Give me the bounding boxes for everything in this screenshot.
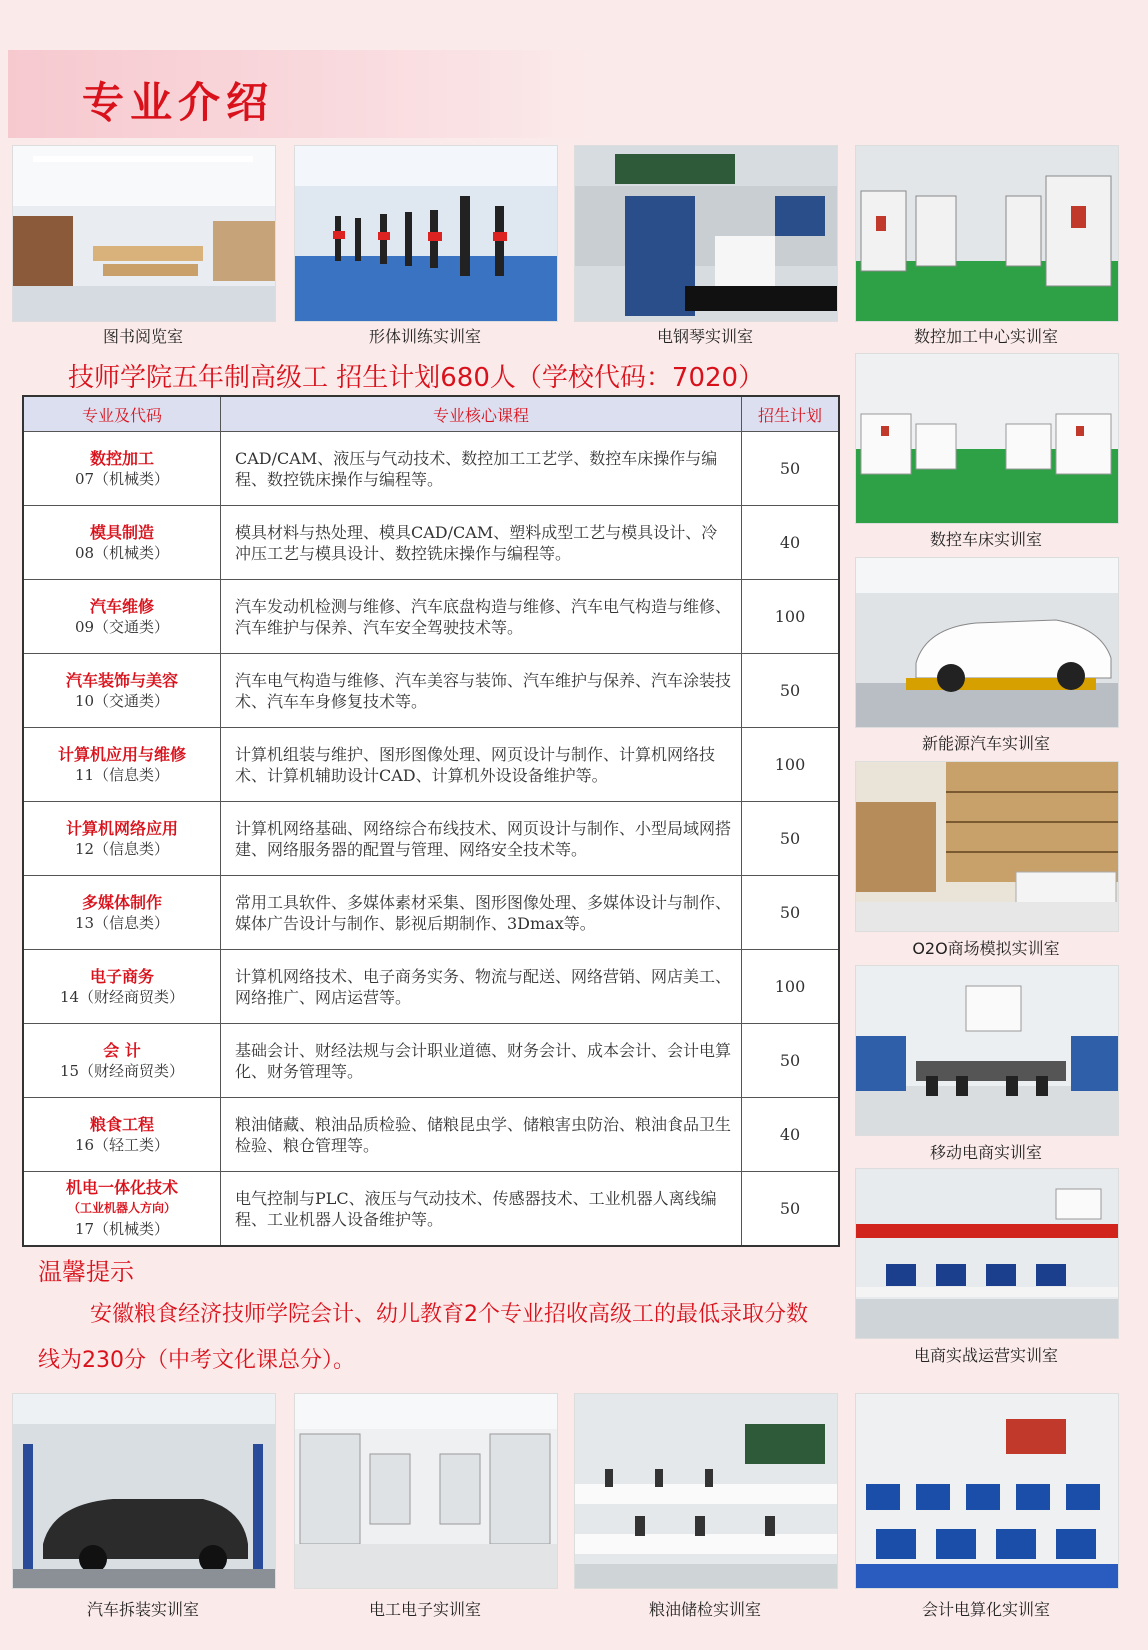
enrollment-quota: 100 [742, 580, 840, 654]
major-cell [23, 876, 221, 950]
major-name: 模具制造 [89, 522, 154, 542]
enrollment-quota: 50 [742, 432, 840, 506]
enrollment-quota: 100 [742, 950, 840, 1024]
photo-new-energy-car [855, 557, 1119, 728]
major-cell [23, 580, 221, 654]
enrollment-quota: 40 [742, 506, 840, 580]
photo-caption: 粮油储检实训室 [648, 1600, 761, 1619]
major-cell [23, 1172, 221, 1247]
photo-caption: O2O商场模拟实训室 [912, 939, 1060, 958]
photo-caption: 形体训练实训室 [368, 327, 481, 346]
header-major: 专业及代码 [23, 396, 221, 432]
photo-caption: 图书阅览室 [102, 327, 183, 346]
core-courses: 汽车发动机检测与维修、汽车底盘构造与维修、汽车电气构造与维修、汽车维护与保养、汽车安全驾驶技术等。 [221, 580, 742, 654]
header-courses: 专业核心课程 [221, 396, 742, 432]
photo-accounting-lab [855, 1393, 1119, 1589]
table-row [23, 728, 839, 802]
core-courses: 模具材料与热处理、模具CAD/CAM、塑料成型工艺与模具设计、冷冲压工艺与模具设计、数控铣床操作与编程等。 [221, 506, 742, 580]
enrollment-quota: 50 [742, 876, 840, 950]
major-name: 电子商务 [89, 966, 154, 986]
major-cell [23, 1098, 221, 1172]
photo-caption: 移动电商实训室 [929, 1143, 1042, 1162]
major-cell [23, 802, 221, 876]
photo-caption: 电商实战运营实训室 [913, 1346, 1058, 1365]
major-cell [23, 950, 221, 1024]
photo-caption: 数控车床实训室 [929, 530, 1042, 549]
photo-caption: 电工电子实训室 [368, 1600, 481, 1619]
major-name: 会 计 [103, 1040, 141, 1060]
photo-piano [574, 145, 838, 322]
photo-library [12, 145, 276, 322]
photo-cnc-center [855, 145, 1119, 322]
enrollment-quota: 40 [742, 1098, 840, 1172]
major-code: 17（机械类） [74, 1220, 170, 1238]
core-courses: 计算机组装与维护、图形图像处理、网页设计与制作、计算机网络技术、计算机辅助设计CAD、计算机外设设备维护等。 [221, 728, 742, 802]
major-code: 11（信息类） [74, 765, 170, 784]
major-code: 15（财经商贸类） [59, 1061, 185, 1080]
table-row [23, 802, 839, 876]
photo-caption: 会计电算化实训室 [921, 1600, 1050, 1619]
photo-car-assembly [12, 1393, 276, 1589]
core-courses: CAD/CAM、液压与气动技术、数控加工工艺学、数控车床操作与编程、数控铣床操作与编程等。 [221, 432, 742, 506]
core-courses: 计算机网络基础、网络综合布线技术、网页设计与制作、小型局域网搭建、网络服务器的配置与管理、网络安全技术等。 [221, 802, 742, 876]
plan-title: 技师学院五年制高级工 招生计划680人（学校代码：7020） [68, 363, 765, 393]
table-row [23, 876, 839, 950]
major-cell [23, 1024, 221, 1098]
enrollment-quota: 50 [742, 1024, 840, 1098]
section-title: 专业介绍 [82, 78, 275, 127]
major-code: 08（机械类） [74, 543, 170, 562]
major-cell [23, 728, 221, 802]
core-courses: 电气控制与PLC、液压与气动技术、传感器技术、工业机器人离线编程、工业机器人设备维护等。 [221, 1172, 742, 1247]
major-name: 数控加工 [89, 448, 154, 468]
enrollment-plan-table [22, 395, 840, 1247]
major-direction: （工业机器人方向） [67, 1201, 176, 1215]
major-code: 16（轻工类） [74, 1135, 170, 1154]
core-courses: 常用工具软件、多媒体素材采集、图形图像处理、多媒体设计与制作、媒体广告设计与制作、影视后期制作、3Dmax等。 [221, 876, 742, 950]
major-cell [23, 432, 221, 506]
core-courses: 计算机网络技术、电子商务实务、物流与配送、网络营销、网店美工、网络推广、网店运营等。 [221, 950, 742, 1024]
tip-body: 安徽粮食经济技师学院会计、幼儿教育2个专业招收高级工的最低录取分数线为230分（中考文化课总分）。 [38, 1302, 808, 1373]
major-name: 汽车维修 [89, 596, 154, 616]
table-row [23, 432, 839, 506]
photo-dance [294, 145, 558, 322]
major-cell [23, 654, 221, 728]
enrollment-quota: 50 [742, 1172, 840, 1247]
photo-caption: 电钢琴实训室 [656, 327, 753, 346]
table-row [23, 950, 839, 1024]
major-code: 13（信息类） [74, 913, 170, 932]
major-name: 计算机网络应用 [65, 818, 178, 838]
major-name: 粮食工程 [89, 1114, 154, 1134]
photo-o2o-mall [855, 761, 1119, 932]
major-code: 07（机械类） [74, 469, 170, 488]
table-row [23, 1024, 839, 1098]
photo-caption: 新能源汽车实训室 [921, 734, 1050, 753]
table-row [23, 506, 839, 580]
major-code: 14（财经商贸类） [59, 987, 185, 1006]
major-code: 09（交通类） [74, 617, 170, 636]
photo-ecommerce-ops [855, 1168, 1119, 1339]
photo-grain-lab [574, 1393, 838, 1589]
core-courses: 粮油储藏、粮油品质检验、储粮昆虫学、储粮害虫防治、粮油食品卫生检验、粮仓管理等。 [221, 1098, 742, 1172]
major-code: 12（信息类） [74, 839, 170, 858]
photo-caption: 数控加工中心实训室 [913, 327, 1058, 346]
core-courses: 汽车电气构造与维修、汽车美容与装饰、汽车维护与保养、汽车涂装技术、汽车车身修复技术等。 [221, 654, 742, 728]
photo-mobile-ecommerce [855, 965, 1119, 1136]
major-name: 计算机应用与维修 [57, 744, 186, 764]
enrollment-quota: 50 [742, 802, 840, 876]
photo-caption: 汽车拆装实训室 [86, 1600, 199, 1619]
table-row [23, 580, 839, 654]
major-name: 多媒体制作 [81, 892, 162, 912]
enrollment-quota: 50 [742, 654, 840, 728]
enrollment-quota: 100 [742, 728, 840, 802]
header-quota: 招生计划 [742, 396, 840, 432]
table-row [23, 1172, 839, 1247]
tip-title: 温馨提示 [38, 1258, 134, 1286]
major-name: 机电一体化技术 [65, 1178, 178, 1197]
major-name: 汽车装饰与美容 [65, 670, 178, 690]
photo-cnc-lathe [855, 353, 1119, 524]
table-row [23, 654, 839, 728]
table-header-row [23, 396, 839, 432]
core-courses: 基础会计、财经法规与会计职业道德、财务会计、成本会计、会计电算化、财务管理等。 [221, 1024, 742, 1098]
photo-electrical-lab [294, 1393, 558, 1589]
major-code: 10（交通类） [74, 691, 170, 710]
table-row [23, 1098, 839, 1172]
major-cell [23, 506, 221, 580]
